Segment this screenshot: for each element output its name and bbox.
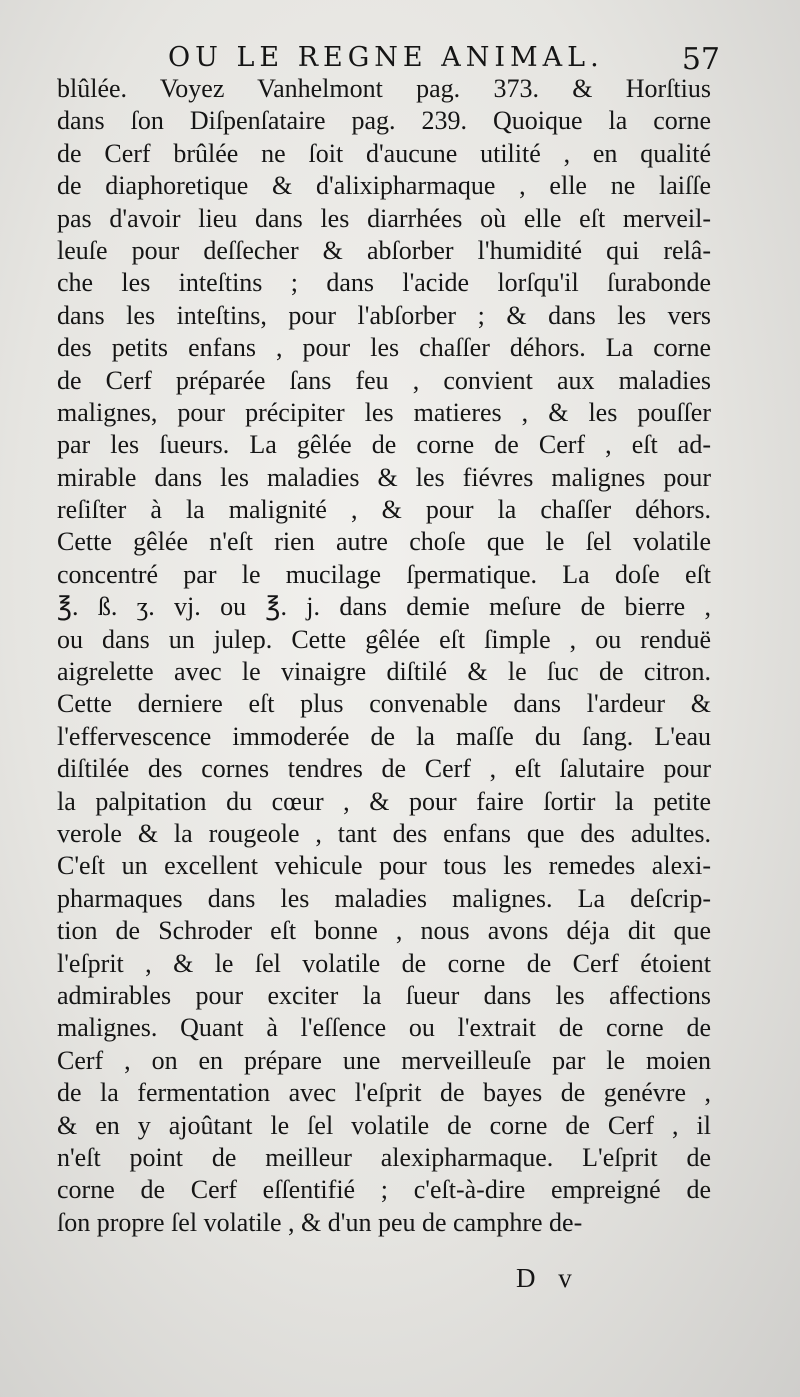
text-line: de Cerf préparée ſans feu , convient aux maladies xyxy=(57,365,711,395)
text-line: de la fermentation avec l'eſprit de bayes de genévre , xyxy=(57,1078,711,1108)
text-line: n'eſt point de meilleur alexipharmaque. L'eſprit de xyxy=(57,1142,711,1172)
text-line: tion de Schroder eſt bonne , nous avons déja dit que xyxy=(57,916,711,946)
text-line: la palpitation du cœur , & pour faire ſortir la petite xyxy=(57,786,711,816)
text-line: dans ſon Diſpenſataire pag. 239. Quoique la corne xyxy=(57,106,711,136)
text-line: che les inteſtins ; dans l'acide lorſqu'il ſurabonde xyxy=(57,268,711,298)
text-line: & en y ajoûtant le ſel volatile de corne de Cerf , il xyxy=(57,1110,711,1140)
text-line: C'eſt un excellent vehicule pour tous les remedes alexi- xyxy=(57,851,711,881)
body-text xyxy=(57,73,711,1239)
page-header xyxy=(60,38,720,78)
text-line: ou dans un julep. Cette gêlée eſt ſimple , ou renduë xyxy=(57,624,711,654)
text-line: mirable dans les maladies & les fiévres malignes pour xyxy=(57,462,711,492)
text-line: blûlée. Voyez Vanhelmont pag. 373. & Horſtius xyxy=(57,74,711,103)
running-head: OU LE REGNE ANIMAL. xyxy=(168,42,604,73)
signature-mark: D v xyxy=(516,1263,580,1293)
text-line: des petits enfans , pour les chaſſer déhors. La corne xyxy=(57,333,711,363)
text-line: malignes, pour précipiter les matieres , & les pouſſer xyxy=(57,397,711,427)
text-line: malignes. Quant à l'eſſence ou l'extrait de corne de xyxy=(57,1013,711,1043)
text-line: leuſe pour deſſecher & abſorber l'humidité qui relâ- xyxy=(57,235,711,265)
text-line: concentré par le mucilage ſpermatique. La doſe eſt xyxy=(57,559,711,589)
text-line: pharmaques dans les maladies malignes. La deſcrip- xyxy=(57,883,711,913)
text-line: admirables pour exciter la ſueur dans les affections xyxy=(57,980,711,1010)
text-line: l'eſprit , & le ſel volatile de corne de Cerf étoient xyxy=(57,948,711,978)
text-line: reſiſter à la malignité , & pour la chaſſer déhors. xyxy=(57,495,711,525)
text-line: l'effervescence immoderée de la maſſe du ſang. L'eau xyxy=(57,721,711,751)
text-line: dans les inteſtins, pour l'abſorber ; & dans les vers xyxy=(57,300,711,330)
text-line: Cerf , on en prépare une merveilleuſe par le moien xyxy=(57,1045,711,1075)
text-line: aigrelette avec le vinaigre diſtilé & le ſuc de citron. xyxy=(57,657,711,687)
text-line: Cette gêlée n'eſt rien autre choſe que le ſel volatile xyxy=(57,527,711,557)
text-line: de diaphoretique & d'alixipharmaque , elle ne laiſſe xyxy=(57,171,711,201)
text-line: Cette derniere eſt plus convenable dans l'ardeur & xyxy=(57,689,711,719)
text-line: ℥. ß. ʒ. vj. ou ℥. j. dans demie meſure de bierre , xyxy=(57,592,711,622)
text-line: ſon propre ſel volatile , & d'un peu de camphre de- xyxy=(57,1207,583,1237)
page-number: 57 xyxy=(681,42,720,77)
text-line: diſtilée des cornes tendres de Cerf , eſt ſalutaire pour xyxy=(57,754,711,784)
text-line: corne de Cerf eſſentifié ; c'eſt-à-dire empreigné de xyxy=(57,1175,711,1205)
text-line: verole & la rougeole , tant des enfans que des adultes. xyxy=(57,818,711,848)
text-line: par les ſueurs. La gêlée de corne de Cerf , eſt ad- xyxy=(57,430,711,460)
text-line: de Cerf brûlée ne ſoit d'aucune utilité , en qualité xyxy=(57,138,711,168)
text-line: pas d'avoir lieu dans les diarrhées où elle eſt merveil- xyxy=(57,203,711,233)
